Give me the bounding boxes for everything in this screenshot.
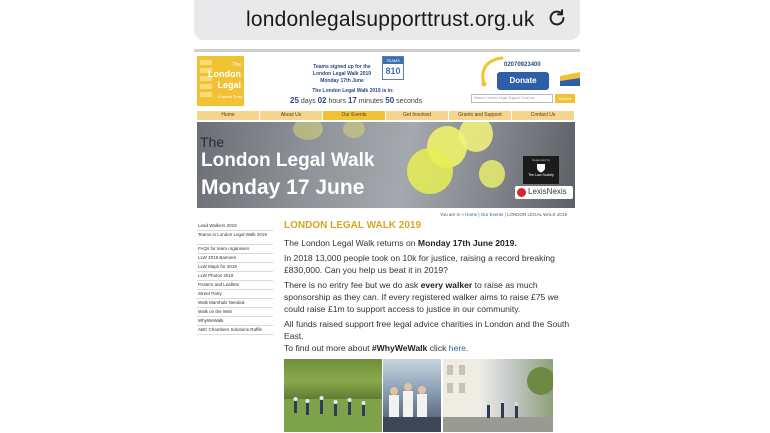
sidebar-item-raffle[interactable]: ABC Chambers Solutions Raffle: [197, 326, 273, 335]
breadcrumb: You are in » Home | Our Events | LONDON LEGAL WALK 2019: [440, 212, 567, 217]
sidebar-item-photos[interactable]: LLW Photos 2018: [197, 272, 273, 281]
walk-date: Monday 17th June 2019.: [417, 238, 517, 248]
nav-grants-and-support[interactable]: Grants and Support: [449, 111, 512, 120]
sidebar: [197, 222, 273, 335]
page-title: LONDON LEGAL WALK 2019: [284, 220, 422, 231]
crest-icon: [536, 163, 546, 173]
breadcrumb-our-events[interactable]: Our Events: [480, 212, 504, 217]
intro-text: The London Legal Walk returns on: [284, 238, 418, 248]
sidebar-item-walk-marshals[interactable]: Walk Marshals Needed: [197, 299, 273, 308]
breadcrumb-prefix: You are in »: [440, 212, 464, 217]
countdown-days-unit: days: [300, 98, 316, 105]
breadcrumb-current: LONDON LEGAL WALK 2019: [507, 212, 567, 217]
lexisnexis-name: LexisNexis: [528, 187, 567, 196]
phone-number[interactable]: 02070923400: [504, 62, 541, 68]
sidebar-item-lead-walkers[interactable]: Lead Walkers 2019: [197, 222, 273, 231]
site-logo[interactable]: [197, 56, 244, 106]
balloon: [407, 148, 453, 194]
whywewalk-hashtag: #WhyWeWalk: [371, 343, 428, 353]
nav-home[interactable]: Home: [197, 111, 260, 120]
address-bar[interactable]: [194, 0, 580, 40]
sidebar-item-maps[interactable]: LLW Maps for 2019: [197, 263, 273, 272]
countdown-seconds-unit: seconds: [396, 98, 423, 105]
countdown-timer: [290, 96, 423, 105]
photo-strip: [284, 359, 554, 432]
main-nav: [197, 111, 575, 120]
balloon: [293, 122, 323, 140]
teams-signed-line: London Legal Walk 2019: [312, 71, 372, 77]
lexisnexis-mark-icon: [517, 188, 526, 197]
funds-text: All funds raised support free legal advice charities in London and the South East.: [284, 319, 570, 341]
every-walker-emphasis: every walker: [420, 280, 473, 290]
nav-contact-us[interactable]: Contact Us: [512, 111, 575, 120]
lexisnexis-logo: [515, 186, 573, 199]
teams-label: TEAMS: [383, 57, 403, 64]
sidebar-item-posters[interactable]: Posters and Leaflets: [197, 281, 273, 290]
teams-signed-line: Teams signed up for the: [313, 64, 371, 70]
teams-counter: [382, 56, 404, 80]
walkers-street-photo[interactable]: [443, 359, 553, 432]
fee-paragraph: [284, 279, 580, 315]
search-button[interactable]: Search: [555, 94, 575, 103]
sidebar-item-street-party[interactable]: Street Party: [197, 290, 273, 299]
nav-about-us[interactable]: About Us: [260, 111, 323, 120]
crowd-illustration: [284, 359, 382, 432]
teams-signed-text: [300, 64, 384, 85]
fee-text-b: to raise as much sponsorship as they can. If every registered walker aims to raise £75 we could raise £1m to support access to justice in our community.: [284, 280, 559, 314]
logo-stripes: [200, 60, 212, 102]
sidebar-item-banners[interactable]: LLW 2019 Banners: [197, 254, 273, 263]
click-text: click: [427, 343, 449, 353]
url-text[interactable]: londonlegalsupporttrust.org.uk: [246, 8, 535, 31]
sidebar-item-teams[interactable]: Teams in London Legal Walk 2019: [197, 231, 273, 245]
logo-text-support-trust: Support Trust: [217, 94, 242, 99]
walkers-group-photo[interactable]: [383, 359, 441, 432]
walkers-park-photo[interactable]: [284, 359, 382, 432]
law-society-name: The Law Society: [528, 173, 554, 177]
logo-text-legal: Legal: [217, 80, 241, 90]
banner-the: The: [200, 134, 225, 150]
intro-paragraph: [284, 237, 580, 249]
banner-date: Monday 17 June: [201, 176, 365, 199]
countdown-hours: 02: [317, 96, 327, 105]
group-illustration: [383, 359, 441, 432]
countdown-days: 25: [290, 96, 299, 105]
countdown-seconds: 50: [385, 96, 395, 105]
balloon: [479, 160, 505, 188]
search-input[interactable]: Search London Legal Support Trust we...: [471, 94, 553, 103]
teams-signed-line: Monday 17th June: [320, 78, 364, 84]
record-paragraph: In 2018 13,000 people took on 10k for justice, raising a record breaking £830,000. Can you help us beat it in 2019?: [284, 253, 555, 275]
countdown-minutes: 17: [347, 96, 357, 105]
sidebar-item-faqs[interactable]: FAQs for team organisers: [197, 245, 273, 254]
sidebar-item-walk-on-web[interactable]: Walk on the Web: [197, 308, 273, 317]
balloon: [459, 122, 493, 152]
period-text: .: [466, 343, 469, 353]
main-content: [284, 220, 580, 354]
street-illustration: [443, 359, 553, 432]
sidebar-item-whywewalk[interactable]: WhyWeWalk: [197, 317, 273, 326]
law-society-logo: [523, 156, 559, 184]
reload-icon[interactable]: [546, 7, 568, 29]
countdown-hours-unit: hours: [328, 98, 346, 105]
nav-get-involved[interactable]: Get Involved: [386, 111, 449, 120]
donate-button[interactable]: Donate: [497, 72, 549, 90]
countdown-minutes-unit: minutes: [358, 98, 384, 105]
balloon: [343, 122, 365, 138]
logo-text-the: The: [232, 62, 241, 68]
supported-by-label: Supported by: [532, 158, 550, 162]
banner-title: London Legal Walk: [201, 150, 375, 171]
logo-text-london: London: [208, 69, 241, 79]
breadcrumb-home[interactable]: Home: [465, 212, 478, 217]
find-out-text: To find out more about: [284, 343, 372, 353]
nav-our-events[interactable]: Our Events: [323, 111, 386, 120]
web-page: [194, 52, 580, 433]
fee-text-a: There is no entry fee but we do ask: [284, 280, 421, 290]
here-link[interactable]: here: [448, 343, 466, 353]
funds-paragraph: [284, 318, 580, 354]
ribbon-icon: [560, 72, 580, 86]
teams-count: 810: [385, 66, 401, 76]
hero-banner: [197, 122, 575, 208]
countdown-label: The London Legal Walk 2019 is in:: [312, 88, 394, 94]
